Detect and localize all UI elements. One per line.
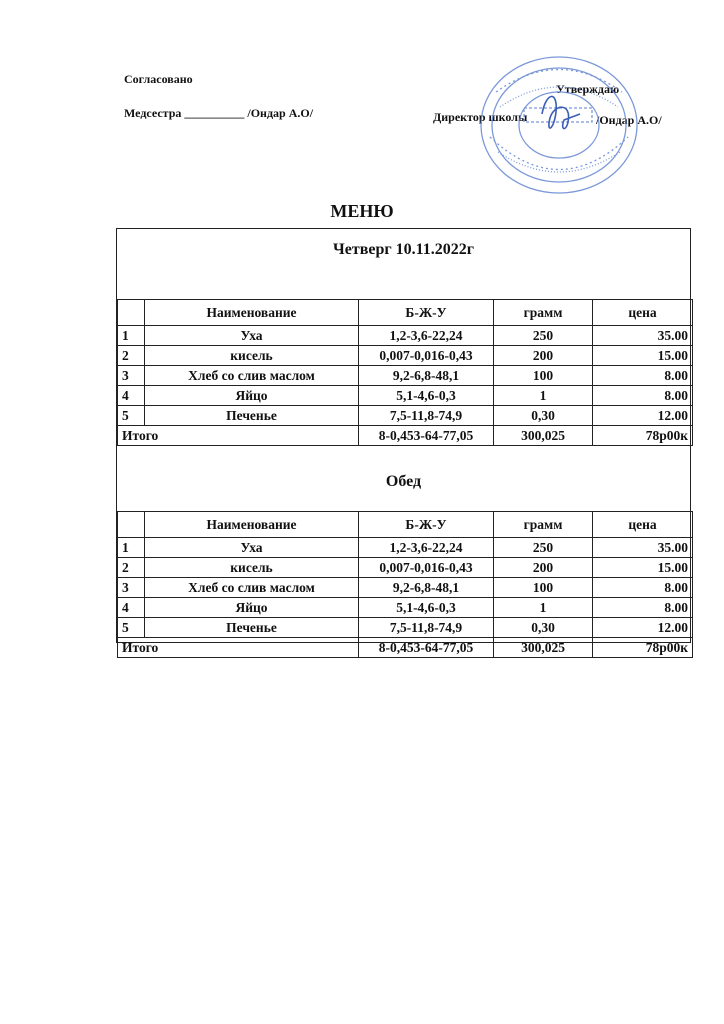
section-heading-lunch: Обед — [385, 473, 422, 490]
dish-bju: 9,2-6,8-48,1 — [359, 366, 494, 386]
row-number: 2 — [118, 346, 145, 366]
table-row — [118, 578, 693, 598]
nurse-signature-line: Медсестра __________ /Ондар А.О/ — [124, 106, 314, 120]
dish-price: 15.00 — [593, 346, 693, 366]
table-row — [118, 386, 693, 406]
dish-name: Уха — [145, 326, 359, 346]
table-row — [118, 366, 693, 386]
table-row — [118, 326, 693, 346]
dish-name: Хлеб со слив маслом — [145, 578, 359, 598]
menu-table-thursday — [117, 299, 693, 446]
table-row — [118, 618, 693, 638]
menu-title: МЕНЮ — [330, 201, 394, 221]
header-bju: Б-Ж-У — [359, 512, 494, 538]
row-number: 4 — [118, 386, 145, 406]
table-header-row — [118, 300, 693, 326]
dish-name: Яйцо — [145, 386, 359, 406]
dish-price: 8.00 — [593, 598, 693, 618]
dish-gram: 200 — [494, 558, 593, 578]
dish-gram: 1 — [494, 598, 593, 618]
table-row — [118, 558, 693, 578]
director-name: /Ондар А.О/ — [596, 113, 662, 127]
dish-price: 15.00 — [593, 558, 693, 578]
table-row — [118, 598, 693, 618]
header-gram: грамм — [494, 300, 593, 326]
dish-gram: 0,30 — [494, 406, 593, 426]
approve-label: Утверждаю — [556, 82, 620, 96]
row-number: 5 — [118, 406, 145, 426]
header-number-cell — [118, 300, 145, 326]
dish-name: Печенье — [145, 406, 359, 426]
row-number: 3 — [118, 366, 145, 386]
dish-gram: 250 — [494, 326, 593, 346]
header-gram: грамм — [494, 512, 593, 538]
dish-price: 8.00 — [593, 366, 693, 386]
row-number: 5 — [118, 618, 145, 638]
header-number-cell — [118, 512, 145, 538]
row-number: 1 — [118, 326, 145, 346]
dish-name: Печенье — [145, 618, 359, 638]
header-bju: Б-Ж-У — [359, 300, 494, 326]
school-stamp-seal — [476, 52, 642, 198]
total-bju: 8-0,453-64-77,05 — [359, 426, 494, 446]
row-number: 2 — [118, 558, 145, 578]
total-gram: 300,025 — [494, 638, 593, 658]
dish-bju: 1,2-3,6-22,24 — [359, 538, 494, 558]
header-price: цена — [593, 512, 693, 538]
dish-gram: 1 — [494, 386, 593, 406]
total-price: 78р00к — [593, 638, 693, 658]
dish-price: 12.00 — [593, 406, 693, 426]
dish-gram: 250 — [494, 538, 593, 558]
dish-price: 35.00 — [593, 326, 693, 346]
director-label: Директор школы — [433, 110, 528, 124]
dish-bju: 9,2-6,8-48,1 — [359, 578, 494, 598]
dish-bju: 7,5-11,8-74,9 — [359, 618, 494, 638]
dish-name: кисель — [145, 346, 359, 366]
total-label: Итого — [118, 426, 359, 446]
dish-gram: 100 — [494, 366, 593, 386]
dish-bju: 0,007-0,016-0,43 — [359, 346, 494, 366]
dish-name: кисель — [145, 558, 359, 578]
menu-table-lunch — [117, 511, 693, 658]
total-row — [118, 638, 693, 658]
dish-price: 8.00 — [593, 386, 693, 406]
dish-gram: 200 — [494, 346, 593, 366]
dish-name: Яйцо — [145, 598, 359, 618]
table-row — [118, 538, 693, 558]
section-heading-thursday: Четверг 10.11.2022г — [333, 241, 474, 258]
dish-bju: 5,1-4,6-0,3 — [359, 598, 494, 618]
dish-price: 35.00 — [593, 538, 693, 558]
row-number: 4 — [118, 598, 145, 618]
total-price: 78р00к — [593, 426, 693, 446]
header-price: цена — [593, 300, 693, 326]
table-header-row — [118, 512, 693, 538]
dish-name: Хлеб со слив маслом — [145, 366, 359, 386]
dish-name: Уха — [145, 538, 359, 558]
total-row — [118, 426, 693, 446]
table-row — [118, 346, 693, 366]
menu-frame — [116, 228, 691, 655]
total-bju: 8-0,453-64-77,05 — [359, 638, 494, 658]
row-number: 3 — [118, 578, 145, 598]
dish-gram: 0,30 — [494, 618, 593, 638]
dish-bju: 1,2-3,6-22,24 — [359, 326, 494, 346]
total-gram: 300,025 — [494, 426, 593, 446]
approved-label: Согласовано — [124, 72, 193, 86]
row-number: 1 — [118, 538, 145, 558]
header-name: Наименование — [145, 300, 359, 326]
dish-bju: 7,5-11,8-74,9 — [359, 406, 494, 426]
dish-price: 8.00 — [593, 578, 693, 598]
dish-bju: 0,007-0,016-0,43 — [359, 558, 494, 578]
dish-gram: 100 — [494, 578, 593, 598]
dish-price: 12.00 — [593, 618, 693, 638]
total-label: Итого — [118, 638, 359, 658]
dish-bju: 5,1-4,6-0,3 — [359, 386, 494, 406]
header-name: Наименование — [145, 512, 359, 538]
table-row — [118, 406, 693, 426]
